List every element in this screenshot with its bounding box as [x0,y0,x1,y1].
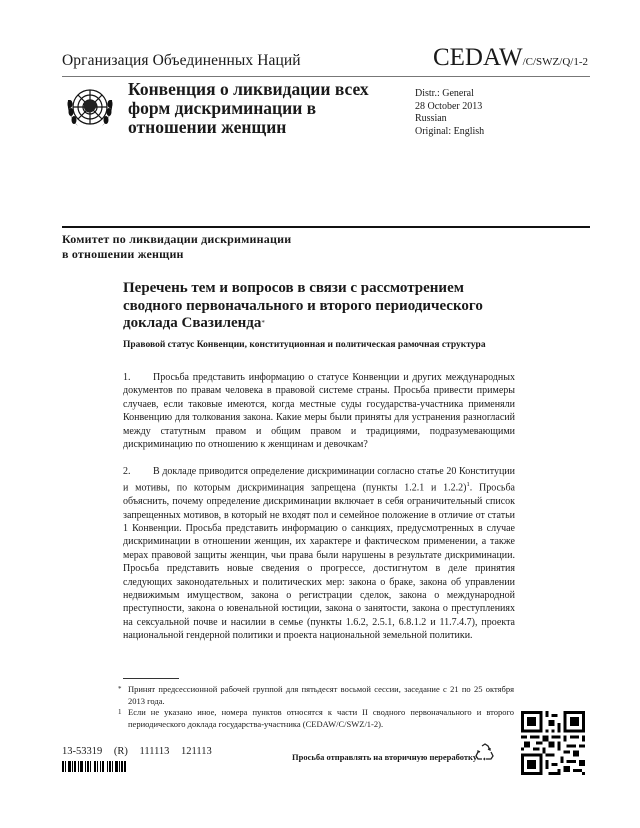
committee-line-2: в отношении женщин [62,247,184,261]
symbol-suffix: /C/SWZ/Q/1-2 [522,56,588,68]
paragraph-text-continued: . Просьба объяснить, почему определение дискриминации включает в себя ограничительный список запрещенных мотивов, в который не входят пол и семейное положение в отличие от статьи 1 Конвенции. Просьба представить информацию о санкциях, предусмотренных в случае дискриминации в отношении женщин, их характере и фактическом применении, а также мерах правовой защиты женщин, чьи права были нарушены в результате дискриминации. Просьба представить новые сведения о прогрессе, достигнутом в деле принятия следующих законодательных и политических мер: закона о браке, закона об управлении недвижимым имуществом, закона о регистрации сделок, закона о международной преступности, закона о ювенальной юстиции, закона о занятости, закона о преступлениях на сексуальной почве и насилии в семье (пункты 1.6.2, 2.5.1, 6.8.1.2 и 11.7.4.7), проекта национальной гендерной политики и проекта национальной земельной политики. [123,482,515,642]
section-heading: Правовой статус Конвенции, конституционная и политическая рамочная структура [123,340,486,350]
paragraph-text: Просьба представить информацию о статусе Конвенции и других международных документов по правам человека в правовой системе страны. Просьба привести примеры случаев, если таковые имеются, когда местные суды государства-участника применяли Конвенцию для толкования закона. Какие меры были приняты для устранения разногласий между статутным правом и общим правом и традициями, подразумевающими дискриминацию по отношению к женщинам и девочкам? [123,372,515,451]
committee-name [62,232,291,262]
footnote-separator [123,678,179,679]
footnote-star [118,684,514,707]
footnote-mark: 1 [118,708,122,716]
job-number: 13-53319 (R) 111113 121113 [62,746,212,757]
un-emblem-icon [62,80,118,136]
distribution-date: 28 October 2013 [415,100,483,112]
recycle-icon [474,742,496,764]
recycle-text: Просьба отправлять на вторичную переработку [292,752,478,762]
document-title-text: Перечень тем и вопросов в связи с рассмотрением сводного первоначального и второго периодического доклада Свазиленда [123,280,483,331]
footnotes [118,684,514,730]
paragraph-1 [123,371,515,451]
footnote-mark: * [118,685,122,693]
paragraph-2 [123,465,515,643]
committee-rule [62,226,590,228]
distribution-language: Russian [415,113,447,124]
footnote-text: Если не указано иное, номера пунктов относятся к части II сводного первоначального и второго периодического доклада государства-участника (CEDAW/C/SWZ/1-2). [128,707,514,729]
footnote-text: Принят предсессионной рабочей группой для пятьдесят восьмой сессии, заседание с 21 по 25 октября 2013 года. [128,684,514,706]
header-rule [62,76,590,77]
document-title [123,280,523,333]
convention-title: Конвенция о ликвидации всех форм дискриминации в отношении женщин [128,79,369,137]
qr-code-icon [521,710,585,776]
paragraph-text: В докладе приводится определение дискриминации согласно статье 20 Конституции и мотивы, по которым дискриминация запрещена (пункты 1.2.1 и 1.2.2) [123,466,515,494]
footnote-1 [118,707,514,730]
barcode-icon [62,761,162,772]
symbol-main: CEDAW [432,44,523,71]
committee-line-1: Комитет по ликвидации дискриминации [62,232,292,246]
organization-name: Организация Объединенных Наций [62,52,301,69]
distribution-line: Distr.: General [415,88,474,99]
distribution-original: Original: English [415,125,485,137]
document-symbol [433,44,588,72]
footnote-ref-1[interactable]: 1 [466,481,470,489]
paragraph-number: 1. [123,372,131,383]
distribution-block [415,88,484,138]
paragraph-number: 2. [123,466,131,477]
footnote-ref-star[interactable]: * [261,319,265,327]
